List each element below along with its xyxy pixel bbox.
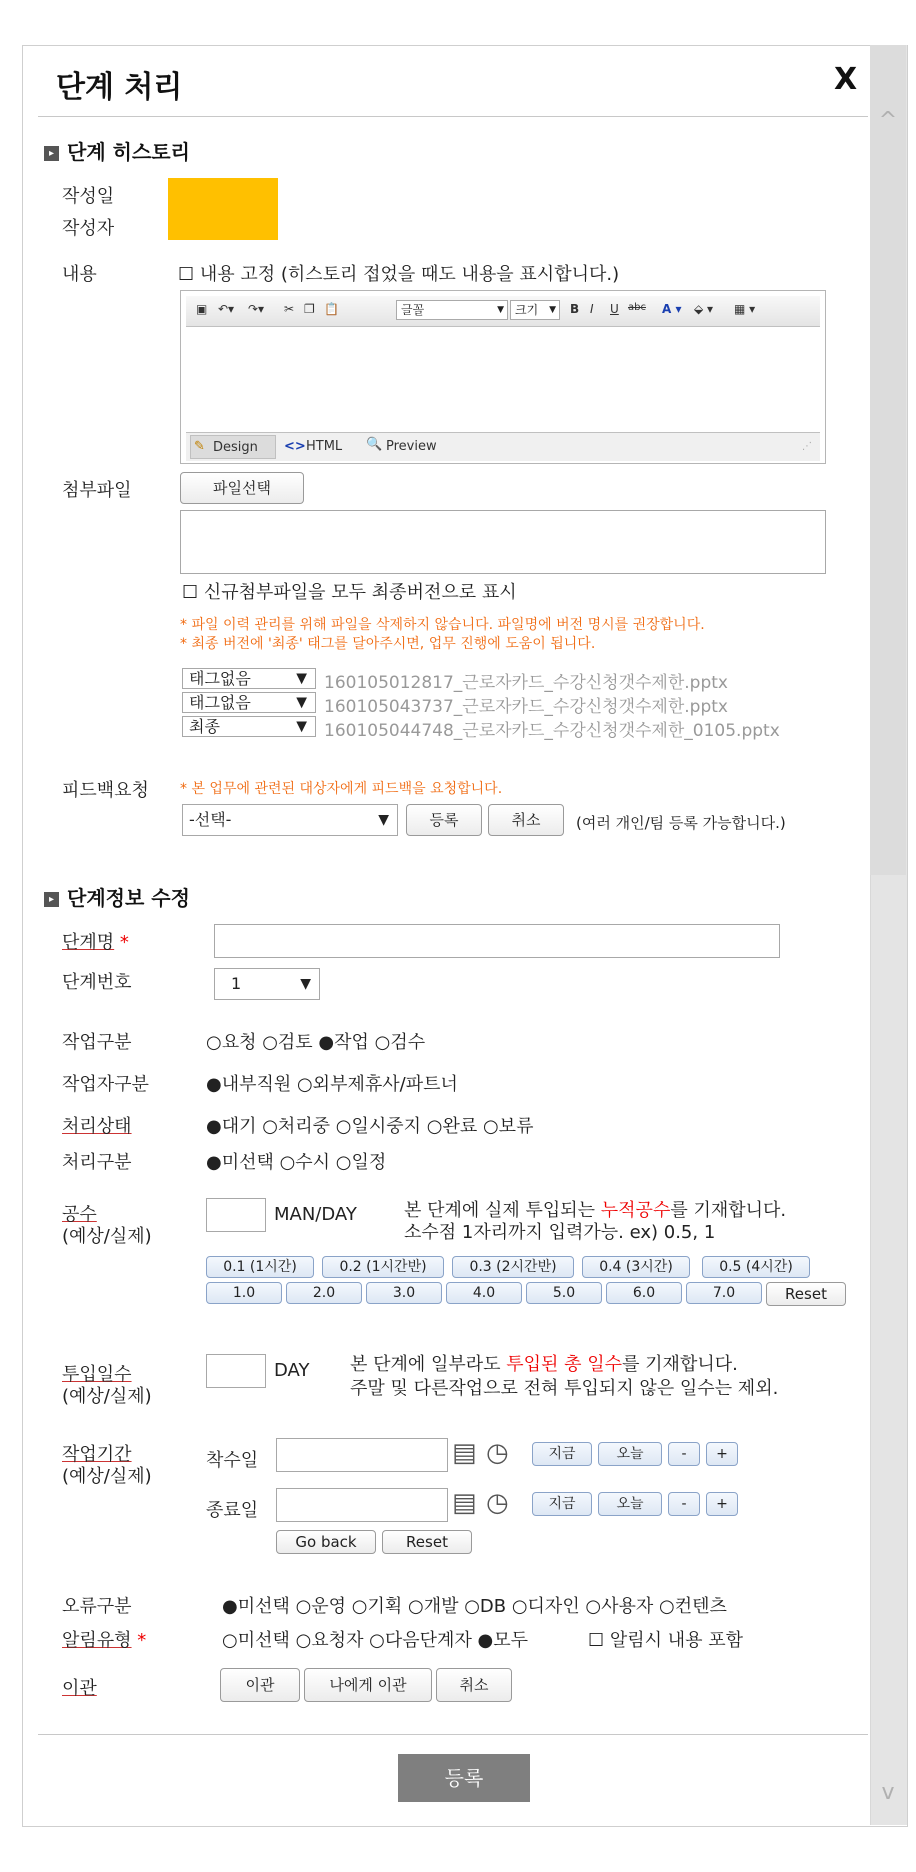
- feedback-label: 피드백요청: [62, 780, 149, 801]
- today-button[interactable]: 오늘: [598, 1442, 662, 1466]
- alert-type-radio-group[interactable]: ○미선택 ○요청자 ○다음단계자 ●모두: [222, 1630, 529, 1651]
- file-name[interactable]: 160105043737_근로자카드_수강신청갯수제한.pptx: [324, 697, 728, 717]
- submit-button[interactable]: 등록: [398, 1754, 530, 1802]
- close-icon[interactable]: X: [834, 62, 858, 97]
- content-fix-checkbox[interactable]: ☐ 내용 고정 (히스토리 접었을 때도 내용을 표시합니다.): [178, 264, 620, 285]
- dropdown-icon: ▼: [378, 812, 389, 828]
- feedback-register-button[interactable]: 등록: [406, 804, 482, 836]
- step-number-label: 단계번호: [62, 972, 132, 993]
- end-date-label: 종료일: [206, 1500, 259, 1521]
- file-select-button[interactable]: 파일선택: [180, 472, 304, 504]
- minus-button[interactable]: -: [668, 1492, 700, 1516]
- highlight-color-icon[interactable]: ⬙ ▾: [694, 302, 714, 316]
- days-input[interactable]: [206, 1354, 266, 1388]
- effort-preset-button[interactable]: 3.0: [366, 1282, 442, 1304]
- file-tag-select[interactable]: 태그없음 ▼: [182, 668, 316, 689]
- start-date-label: 착수일: [206, 1450, 259, 1471]
- effort-preset-button[interactable]: 1.0: [206, 1282, 282, 1304]
- worker-type-label: 작업자구분: [62, 1074, 149, 1095]
- days-desc-2: 주말 및 다른작업으로 전혀 투입되지 않은 일수는 제외.: [350, 1378, 779, 1399]
- scrollbar-thumb[interactable]: [870, 45, 906, 875]
- start-date-input[interactable]: [276, 1438, 448, 1472]
- image-icon[interactable]: ▣: [196, 302, 208, 316]
- feedback-select[interactable]: -선택- ▼: [182, 804, 398, 836]
- file-tag-select[interactable]: 태그없음 ▼: [182, 692, 316, 713]
- step-number-select[interactable]: 1 ▼: [214, 968, 320, 1000]
- effort-sub-label: (예상/실제): [62, 1226, 152, 1247]
- status-label: 처리상태: [62, 1116, 132, 1137]
- effort-preset-button[interactable]: 0.4 (3시간): [582, 1256, 690, 1278]
- worker-type-radio-group[interactable]: ●내부직원 ○외부제휴사/파트너: [206, 1074, 458, 1095]
- now-button[interactable]: 지금: [532, 1442, 592, 1466]
- effort-preset-button[interactable]: 7.0: [686, 1282, 762, 1304]
- date-label: 작성일: [62, 186, 115, 207]
- paste-icon[interactable]: 📋: [324, 302, 339, 316]
- effort-desc-1: 본 단계에 실제 투입되는 누적공수를 기재합니다.: [404, 1200, 787, 1221]
- file-name[interactable]: 160105044748_근로자카드_수강신청갯수제한_0105.pptx: [324, 721, 780, 741]
- attach-label: 첨부파일: [62, 480, 132, 501]
- effort-preset-button[interactable]: 2.0: [286, 1282, 362, 1304]
- process-type-radio-group[interactable]: ●미선택 ○수시 ○일정: [206, 1152, 387, 1173]
- file-drop-area[interactable]: [180, 510, 826, 574]
- feedback-note: * 본 업무에 관련된 대상자에게 피드백을 요청합니다.: [180, 781, 503, 797]
- effort-preset-button[interactable]: 5.0: [526, 1282, 602, 1304]
- editor-mode-tabs: [186, 432, 820, 461]
- period-label: 작업기간: [62, 1444, 132, 1465]
- plus-button[interactable]: +: [706, 1442, 738, 1466]
- author-highlight: [168, 178, 278, 240]
- plus-button[interactable]: +: [706, 1492, 738, 1516]
- tab-design[interactable]: Design: [190, 435, 276, 459]
- today-button[interactable]: 오늘: [598, 1492, 662, 1516]
- clock-icon[interactable]: ◷: [486, 1488, 509, 1518]
- effort-preset-button[interactable]: 0.1 (1시간): [206, 1256, 314, 1278]
- dropdown-icon: ▼: [296, 694, 307, 710]
- feedback-cancel-button[interactable]: 취소: [488, 804, 564, 836]
- days-label: 투입일수: [62, 1364, 132, 1385]
- transfer-to-me-button[interactable]: 나에게 이관: [304, 1668, 432, 1702]
- period-sub-label: (예상/실제): [62, 1466, 152, 1487]
- effort-preset-button[interactable]: 4.0: [446, 1282, 522, 1304]
- effort-label: 공수: [62, 1204, 97, 1225]
- latest-version-checkbox[interactable]: ☐ 신규첨부파일을 모두 최종버전으로 표시: [182, 582, 517, 603]
- bold-icon[interactable]: B: [570, 302, 580, 316]
- transfer-cancel-button[interactable]: 취소: [436, 1668, 512, 1702]
- work-type-radio-group[interactable]: ○요청 ○검토 ●작업 ○검수: [206, 1032, 426, 1053]
- calendar-icon[interactable]: ▤: [452, 1488, 477, 1518]
- scroll-down-icon[interactable]: v: [881, 1780, 895, 1805]
- alert-include-content-checkbox[interactable]: ☐ 알림시 내용 포함: [588, 1630, 744, 1651]
- end-date-input[interactable]: [276, 1488, 448, 1522]
- table-icon[interactable]: ▦ ▾: [734, 302, 756, 316]
- content-label: 내용: [62, 264, 97, 285]
- period-reset-button[interactable]: Reset: [382, 1530, 472, 1554]
- resize-grip-icon[interactable]: ⋰: [802, 441, 812, 452]
- note-final-tag: * 최종 버전에 '최종' 태그를 달아주시면, 업무 진행에 도움이 됩니다.: [180, 636, 596, 652]
- section-arrow-icon: ▸: [44, 892, 59, 907]
- underline-icon[interactable]: U: [610, 302, 619, 316]
- effort-reset-button[interactable]: Reset: [766, 1282, 846, 1306]
- size-select[interactable]: 크기 ▼: [510, 300, 560, 320]
- process-type-label: 처리구분: [62, 1152, 132, 1173]
- effort-preset-button[interactable]: 0.5 (4시간): [702, 1256, 810, 1278]
- effort-desc-2: 소수점 1자리까지 입력가능. ex) 0.5, 1: [404, 1222, 716, 1243]
- editor-toolbar: [186, 296, 820, 327]
- calendar-icon[interactable]: ▤: [452, 1438, 477, 1468]
- error-type-label: 오류구분: [62, 1596, 132, 1617]
- transfer-label: 이관: [62, 1678, 97, 1699]
- effort-unit: MAN/DAY: [274, 1204, 357, 1225]
- dropdown-icon: ▼: [296, 670, 307, 686]
- tab-preview[interactable]: Preview: [386, 439, 437, 454]
- effort-input[interactable]: [206, 1198, 266, 1232]
- dropdown-icon: ▼: [296, 718, 307, 734]
- days-desc-1: 본 단계에 일부라도 투입된 총 일수를 기재합니다.: [350, 1354, 738, 1375]
- step-name-input[interactable]: [214, 924, 780, 958]
- header-divider: [38, 116, 868, 117]
- copy-icon[interactable]: ❐: [304, 302, 315, 316]
- days-sub-label: (예상/실제): [62, 1386, 152, 1407]
- size-dropdown-icon: ▼: [549, 305, 556, 315]
- edit-section-heading: ▸ 단계정보 수정: [44, 882, 190, 911]
- step-name-label: 단계명 *: [62, 932, 129, 953]
- strikethrough-icon[interactable]: abc: [628, 302, 646, 313]
- code-icon: <>: [284, 439, 306, 454]
- italic-icon[interactable]: I: [590, 302, 594, 316]
- scroll-up-icon[interactable]: ^: [878, 108, 898, 133]
- tab-html[interactable]: HTML: [306, 439, 343, 454]
- section-arrow-icon: ▸: [44, 146, 59, 161]
- feedback-hint: (여러 개인/팀 등록 가능합니다.): [576, 814, 786, 832]
- redo-icon[interactable]: ↷▾: [248, 302, 265, 316]
- footer-divider: [38, 1734, 868, 1735]
- go-back-button[interactable]: Go back: [276, 1530, 376, 1554]
- history-section-heading: ▸ 단계 히스토리: [44, 136, 190, 165]
- pencil-icon: ✎: [194, 439, 205, 454]
- note-keep-files: * 파일 이력 관리를 위해 파일을 삭제하지 않습니다. 파일명에 버전 명시를 권장합니다.: [180, 617, 705, 633]
- file-name[interactable]: 160105012817_근로자카드_수강신청갯수제한.pptx: [324, 673, 728, 693]
- clock-icon[interactable]: ◷: [486, 1438, 509, 1468]
- dropdown-icon: ▼: [300, 976, 311, 992]
- work-type-label: 작업구분: [62, 1032, 132, 1053]
- transfer-button[interactable]: 이관: [220, 1668, 300, 1702]
- alert-type-label: 알림유형 *: [62, 1630, 147, 1651]
- font-select[interactable]: 글꼴 ▼: [396, 300, 508, 320]
- now-button[interactable]: 지금: [532, 1492, 592, 1516]
- cut-icon[interactable]: ✂: [284, 302, 295, 316]
- error-type-radio-group[interactable]: ●미선택 ○운영 ○기획 ○개발 ○DB ○디자인 ○사용자 ○컨텐츠: [222, 1596, 727, 1617]
- magnifier-icon: 🔍: [366, 437, 383, 452]
- undo-icon[interactable]: ↶▾: [218, 302, 235, 316]
- dialog-title: 단계 처리: [56, 70, 183, 105]
- status-radio-group[interactable]: ●대기 ○처리중 ○일시중지 ○완료 ○보류: [206, 1116, 534, 1137]
- minus-button[interactable]: -: [668, 1442, 700, 1466]
- author-label: 작성자: [62, 218, 115, 239]
- font-dropdown-icon: ▼: [497, 305, 504, 315]
- days-unit: DAY: [274, 1360, 310, 1381]
- effort-preset-button[interactable]: 0.2 (1시간반): [322, 1256, 444, 1278]
- effort-preset-button[interactable]: 6.0: [606, 1282, 682, 1304]
- file-tag-select[interactable]: 최종 ▼: [182, 716, 316, 737]
- effort-preset-button[interactable]: 0.3 (2시간반): [452, 1256, 574, 1278]
- font-color-icon[interactable]: A ▾: [662, 302, 682, 316]
